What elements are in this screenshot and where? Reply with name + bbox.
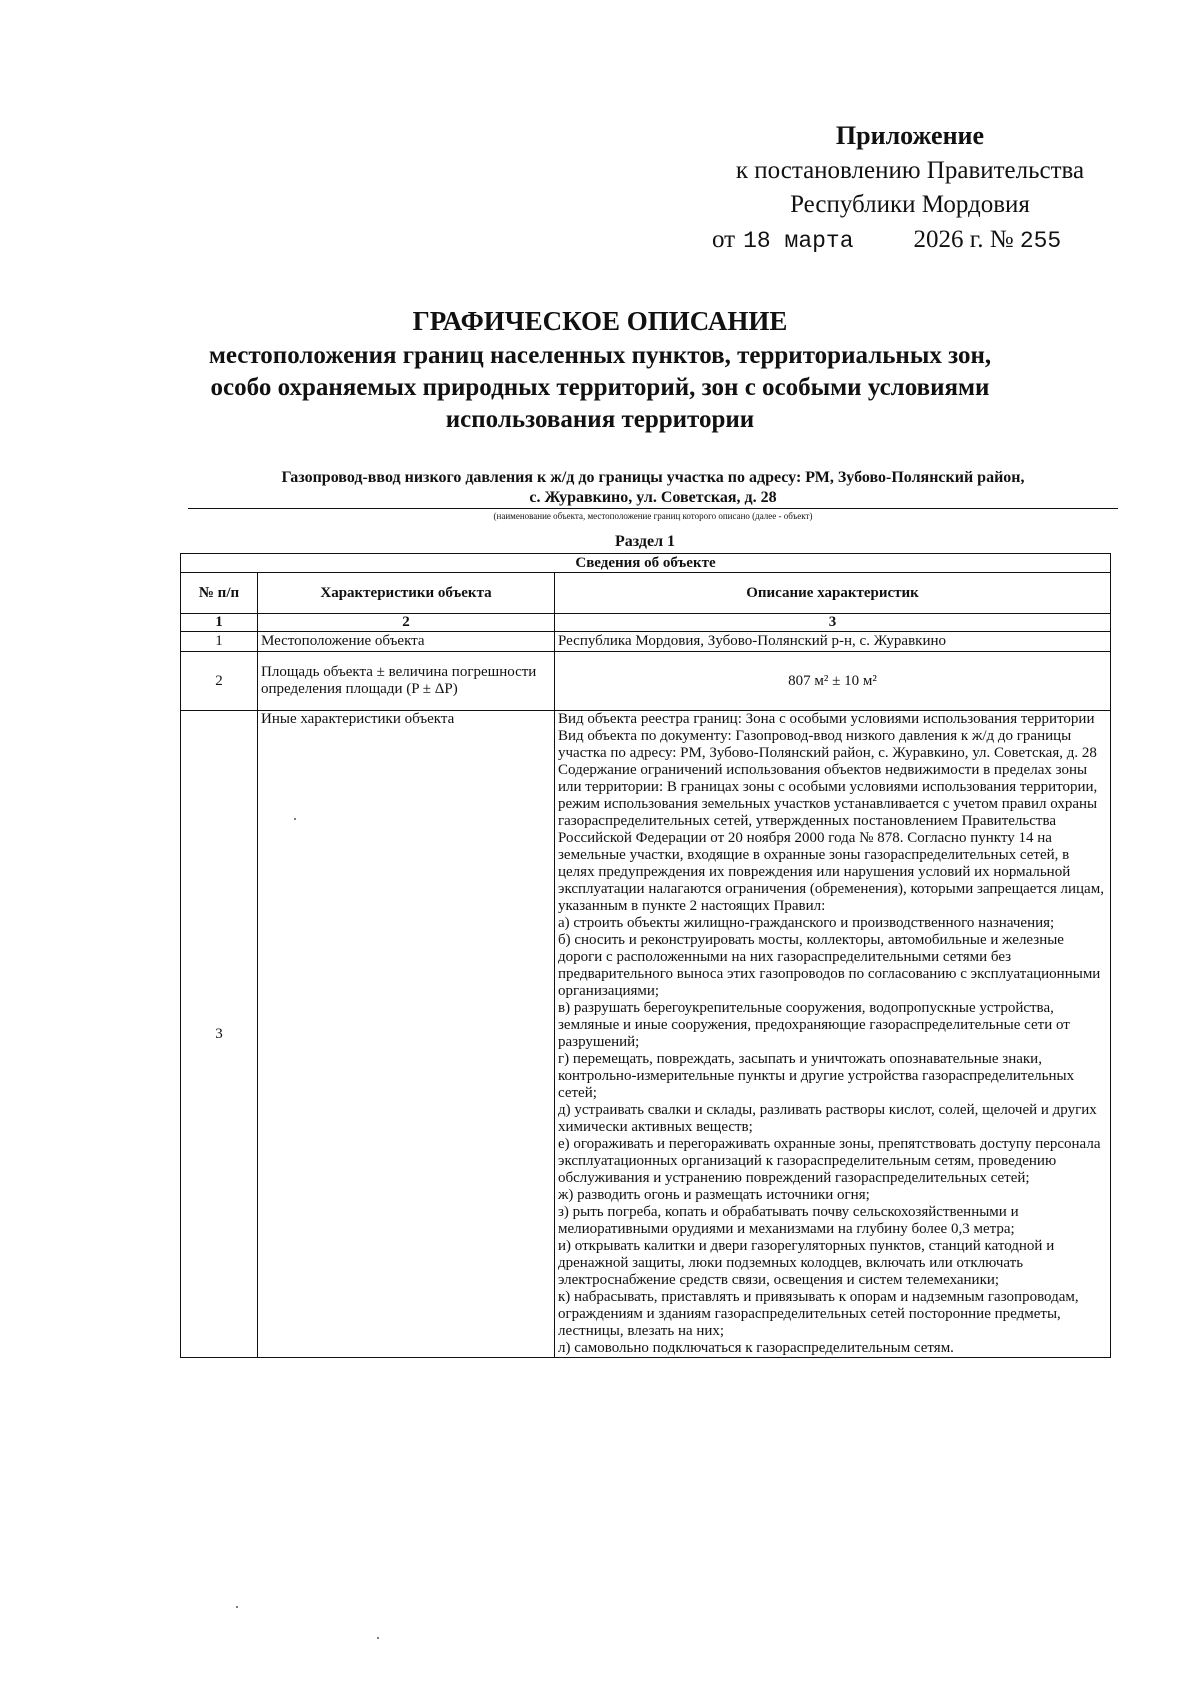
restriction-item: в) разрушать берегоукрепительные сооружения, водопропускные устройства, земляные и иные сооружения, предохраняющие газораспределительные сети от разрушений; (558, 1000, 1070, 1050)
object-name (188, 468, 1118, 508)
index-cell: 2 (258, 614, 555, 632)
appendix-line-1: к постановлению Правительства (735, 157, 1085, 184)
scan-speck (294, 818, 296, 820)
document-title-block (180, 302, 1020, 436)
row-num: 3 (181, 711, 258, 1358)
object-name-underline (188, 508, 1118, 509)
restriction-item: к) набрасывать, приставлять и привязывать к опорам и надземным газопроводам, ограждениям и зданиям газораспределительных сетей посторонние предметы, лестницы, влезать на них; (558, 1289, 1079, 1339)
table-row (181, 711, 1111, 1358)
restriction-item: и) открывать калитки и двери газорегуляторных пунктов, станций катодной и дренажной защиты, люки подземных колодцев, включать или отключать электроснабжение средств связи, освещения и систем телемеханики; (558, 1238, 1055, 1288)
index-cell: 3 (555, 614, 1111, 632)
restriction-item: г) перемещать, повреждать, засыпать и уничтожать опознавательные знаки, контрольно-измерительные пункты и другие устройства газораспределительных сетей; (558, 1051, 1075, 1101)
document-subtitle: местоположения границ населенных пунктов, территориальных зон, особо охраняемых природных территорий, зон с особыми условиями использования территории (208, 342, 992, 433)
row-characteristic: Площадь объекта ± величина погрешности определения площади (P ± ΔP) (258, 652, 555, 711)
appendix-date (712, 222, 1130, 259)
restriction-item: а) строить объекты жилищно-гражданского и производственного назначения; (558, 915, 1055, 931)
object-info-table (180, 553, 1111, 1358)
description-paragraph: Содержание ограничений использования объектов недвижимости в пределах зоны или территории: В границах зоны с особыми условиями использования территории, режим использования земельных участков устанавливается с учетом правил охраны газораспределительных сетей, утвержденных постановлением Правительства Российской Федерации от 20 ноября 2000 года № 878. Согласно пункту 14 на земельные участки, входящие в охранные зоны газораспределительных сетей, в целях предупреждения их повреждения или нарушения условий их нормальной эксплуатации налагаются ограничения (обременения), которыми запрещается лицам, указанным в пункте 2 настоящих Правил: (558, 762, 1104, 914)
scan-speck (236, 1606, 238, 1608)
restriction-item: ж) разводить огонь и размещать источники огня; (558, 1187, 870, 1203)
table-caption: Сведения об объекте (181, 554, 1111, 573)
table-row (181, 632, 1111, 652)
header-num: № п/п (181, 573, 258, 614)
date-prefix: от (712, 226, 736, 253)
table-header-row (181, 573, 1111, 614)
appendix-header (690, 118, 1130, 259)
row-num: 2 (181, 652, 258, 711)
date-year: 2026 г. № (913, 226, 1014, 253)
row-description: 807 м² ± 10 м² (555, 652, 1111, 711)
header-description: Описание характеристик (555, 573, 1111, 614)
section-label: Раздел 1 (614, 533, 676, 550)
object-name-line-2: с. Журавкино, ул. Советская, д. 28 (529, 489, 777, 506)
object-name-line-1: Газопровод-ввод низкого давления к ж/д до границы участка по адресу: РМ, Зубово-Полянский район, (281, 469, 1025, 486)
table-index-row (181, 614, 1111, 632)
row-description: Республика Мордовия, Зубово-Полянский р-н, с. Журавкино (555, 632, 1111, 652)
index-cell: 1 (181, 614, 258, 632)
table-caption-row (181, 554, 1111, 573)
header-characteristics: Характеристики объекта (258, 573, 555, 614)
restriction-item: е) огораживать и перегораживать охранные зоны, препятствовать доступу персонала эксплуатационных организаций к газораспределительным сетям, проведению обслуживания и устранению повреждений газораспределительных сетей; (558, 1136, 1101, 1186)
decree-number: 255 (1019, 228, 1062, 254)
row-characteristic: Местоположение объекта (258, 632, 555, 652)
restriction-item: д) устраивать свалки и склады, разливать растворы кислот, солей, щелочей и других химически активных веществ; (558, 1102, 1097, 1135)
restriction-item: л) самовольно подключаться к газораспределительным сетям. (558, 1340, 954, 1356)
row-description (555, 711, 1111, 1358)
appendix-title: Приложение (835, 121, 985, 150)
table-row (181, 652, 1111, 711)
row-num: 1 (181, 632, 258, 652)
document-title: ГРАФИЧЕСКОЕ ОПИСАНИЕ (412, 306, 788, 336)
scan-speck (377, 1637, 379, 1639)
restriction-item: з) рыть погреба, копать и обрабатывать почву сельскохозяйственными и мелиоративными орудиями и механизмами на глубину более 0,3 метра; (558, 1204, 1019, 1237)
description-paragraph: Вид объекта реестра границ: Зона с особыми условиями использования территории (558, 711, 1095, 727)
restriction-item: б) сносить и реконструировать мосты, коллекторы, автомобильные и железные дороги с расположенными на них газораспределительными сетями без предварительного выноса этих газопроводов по согласованию с эксплуатационными организациями; (558, 932, 1101, 999)
row-characteristic: Иные характеристики объекта (258, 711, 555, 1358)
date-day-month: 18 марта (743, 228, 854, 254)
object-name-caption: (наименование объекта, местоположение границ которого описано (далее - объект) (493, 511, 813, 521)
appendix-line-2: Республики Мордовия (790, 191, 1030, 218)
description-paragraph: Вид объекта по документу: Газопровод-ввод низкого давления к ж/д до границы участка по адресу: РМ, Зубово-Полянский район, с. Журавкино, ул. Советская, д. 28 (558, 728, 1097, 761)
